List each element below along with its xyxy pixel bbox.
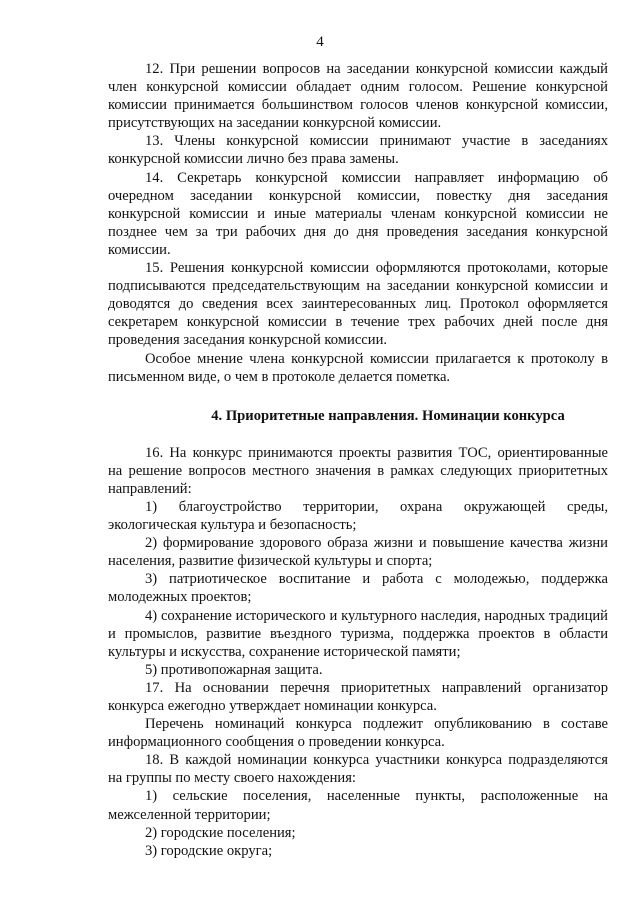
- list-item-4: 4) сохранение исторического и культурного наследия, народных традиций и промыслов, развитие въездного туризма, поддержка проектов в области культуры и искусства, сохранение исторической памяти;: [108, 607, 608, 660]
- list-item-3: 3) патриотическое воспитание и работа с молодежью, поддержка молодежных проектов;: [108, 571, 608, 606]
- document-body: [108, 60, 608, 860]
- paragraph-13: 13. Члены конкурсной комиссии принимают участие в заседаниях конкурсной комиссии лично без права замены.: [108, 133, 608, 168]
- paragraph-special-opinion: Особое мнение члена конкурсной комиссии прилагается к протоколу в письменном виде, о чем в протоколе делается пометка.: [108, 350, 608, 385]
- paragraph-17: 17. На основании перечня приоритетных направлений организатор конкурса ежегодно утверждает номинации конкурса.: [108, 679, 608, 714]
- paragraph-18: 18. В каждой номинации конкурса участники конкурса подразделяются на группы по месту своего нахождения:: [108, 752, 608, 787]
- group-item-1: 1) сельские поселения, населенные пункты, расположенные на межселенной территории;: [108, 788, 608, 823]
- list-item-1: 1) благоустройство территории, охрана окружающей среды, экологическая культура и безопасность;: [108, 498, 608, 534]
- paragraph-16: 16. На конкурс принимаются проекты развития ТОС, ориентированные на решение вопросов местного значения в рамках следующих приоритетных направлений:: [108, 444, 608, 497]
- list-item-2: 2) формирование здорового образа жизни и повышение качества жизни населения, развитие физической культуры и спорта;: [108, 535, 608, 570]
- group-item-2: 2) городские поселения;: [145, 824, 296, 841]
- paragraph-12: 12. При решении вопросов на заседании конкурсной комиссии каждый член конкурсной комиссии обладает одним голосом. Решение конкурсной комиссии принимается большинством голосов членов конкурсной комиссии, присутствующих на заседании конкурсной комиссии.: [108, 61, 608, 132]
- group-item-3: 3) городские округа;: [145, 842, 273, 859]
- section-heading: 4. Приоритетные направления. Номинации конкурса: [211, 407, 565, 424]
- list-item-5: 5) противопожарная защита.: [145, 661, 323, 678]
- paragraph-14: 14. Секретарь конкурсной комиссии направляет информацию об очередном заседании конкурсной комиссии, повестку дня заседания конкурсной комиссии и иные материалы членам конкурсной комиссии не позднее чем за три рабочих дня до дня проведения заседания конкурсной комиссии.: [108, 169, 608, 258]
- paragraph-nominations-list: Перечень номинаций конкурса подлежит опубликованию в составе информационного сообщения о проведении конкурса.: [108, 716, 608, 751]
- paragraph-15: 15. Решения конкурсной комиссии оформляются протоколами, которые подписываются председательствующим на заседании конкурсной комиссии и доводятся до сведения всех заинтересованных лиц. Протокол оформляется секретарем конкурсной комиссии в течение трех рабочих дней после дня проведения заседания конкурсной комиссии.: [108, 260, 608, 349]
- page-number: 4: [316, 34, 324, 50]
